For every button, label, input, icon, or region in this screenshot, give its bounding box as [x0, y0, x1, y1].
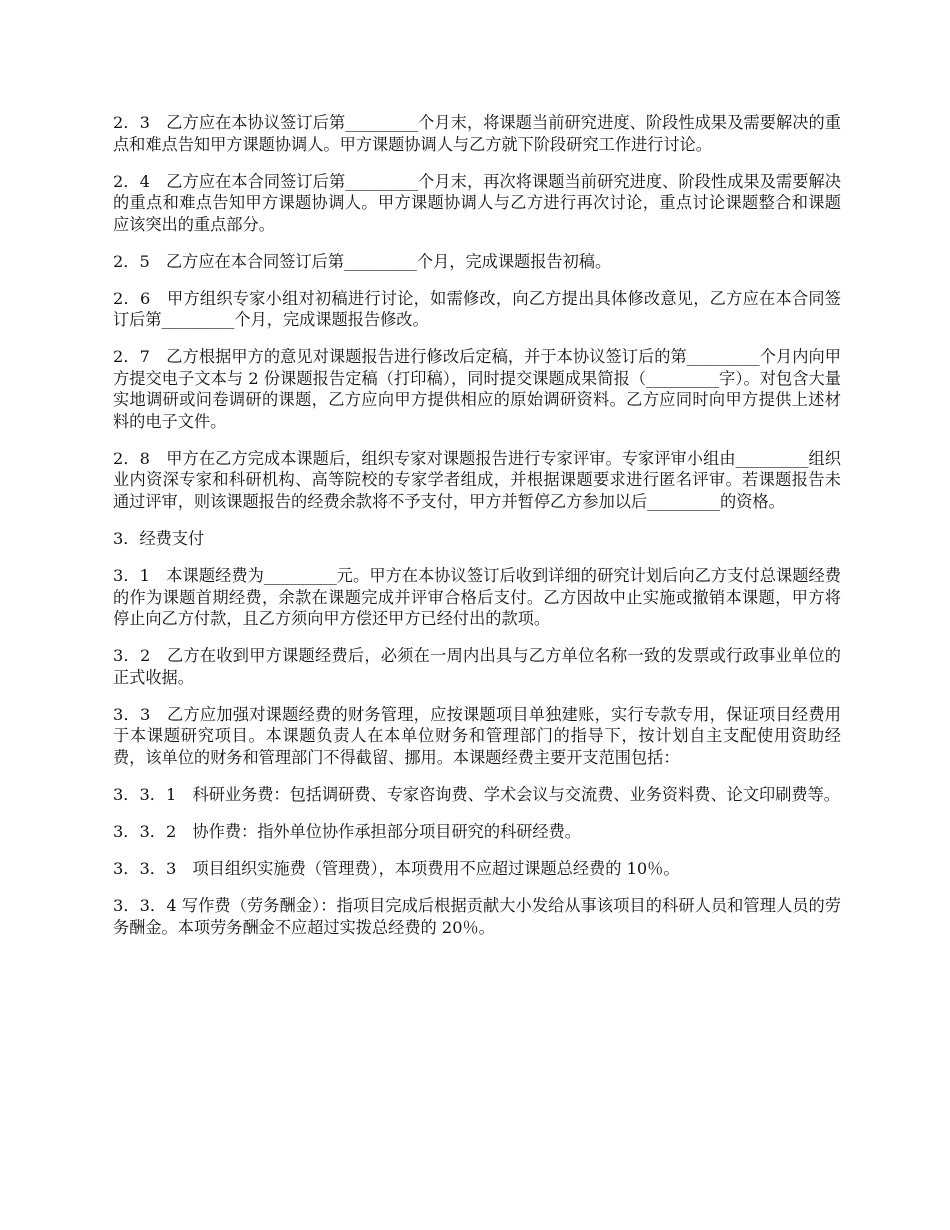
clause-3-3: 3．3 乙方应加强对课题经费的财务管理，应按课题项目单独建账，实行专款专用，保证项目经费用于本课题研究项目。本课题负责人在本单位财务和管理部门的指导下，按计划自主支配使用资助经费，该单位的财务和管理部门不得截留、挪用。本课题经费主要开支范围包括： [113, 704, 841, 767]
clause-3-3-1: 3．3．1 科研业务费：包括调研费、专家咨询费、学术会议与交流费、业务资料费、论文印刷费等。 [113, 784, 840, 804]
clause-3-3-3: 3．3．3 项目组织实施费（管理费），本项费用不应超过课题总经费的 10％。 [113, 859, 680, 879]
document-page [113, 112, 841, 954]
clause-2-7: 2．7 乙方根据甲方的意见对课题报告进行修改后定稿，并于本协议签订后的第_________个月内向甲方提交电子文本与 2 份课题报告定稿（打印稿），同时提交课题成果简报（_________字）。对包含大量实地调研或问卷调研的课题，乙方应向甲方提供相应的原始调研资料。乙方应同时向甲方提供上述材料的电子文件。 [113, 347, 841, 431]
clause-2-6: 2．6 甲方组织专家小组对初稿进行讨论，如需修改，向乙方提出具体修改意见，乙方应在本合同签订后第_________个月，完成课题报告修改。 [113, 288, 841, 330]
clause-3-3-2: 3．3．2 协作费：指外单位协作承担部分项目研究的科研经费。 [113, 822, 581, 842]
clause-2-8: 2．8 甲方在乙方完成本课题后，组织专家对课题报告进行专家评审。专家评审小组由_________组织业内资深专家和科研机构、高等院校的专家学者组成，并根据课题要求进行匿名评审。若课题报告未通过评审，则该课题报告的经费余款将不予支付，甲方并暂停乙方参加以后_________的资格。 [113, 448, 841, 511]
clause-2-3: 2．3 乙方应在本协议签订后第_________个月末，将课题当前研究进度、阶段性成果及需要解决的重点和难点告知甲方课题协调人。甲方课题协调人与乙方就下阶段研究工作进行讨论。 [113, 113, 841, 154]
clause-2-5: 2．5 乙方应在本合同签订后第_________个月，完成课题报告初稿。 [113, 251, 612, 271]
clause-3-2: 3．2 乙方在收到甲方课题经费后，必须在一周内出具与乙方单位名称一致的发票或行政事业单位的正式收据。 [113, 646, 841, 687]
clause-2-4: 2．4 乙方应在本合同签订后第_________个月末，再次将课题当前研究进度、阶段性成果及需要解决的重点和难点告知甲方课题协调人。甲方课题协调人与乙方进行再次讨论，重点讨论课题整合和课题应该突出的重点部分。 [113, 171, 841, 234]
section-3-heading: 3．经费支付 [113, 529, 205, 549]
clause-3-3-4: 3．3．4 写作费（劳务酬金）：指项目完成后根据贡献大小发给从事该项目的科研人员和管理人员的劳务酬金。本项劳务酬金不应超过实拨总经费的 20％。 [113, 896, 841, 937]
clause-3-1: 3．1 本课题经费为_________元。甲方在本协议签订后收到详细的研究计划后向乙方支付总课题经费的作为课题首期经费，余款在课题完成并评审合格后支付。乙方因故中止实施或撤销本课题，甲方将停止向乙方付款，且乙方须向甲方偿还甲方已经付出的款项。 [113, 566, 841, 629]
